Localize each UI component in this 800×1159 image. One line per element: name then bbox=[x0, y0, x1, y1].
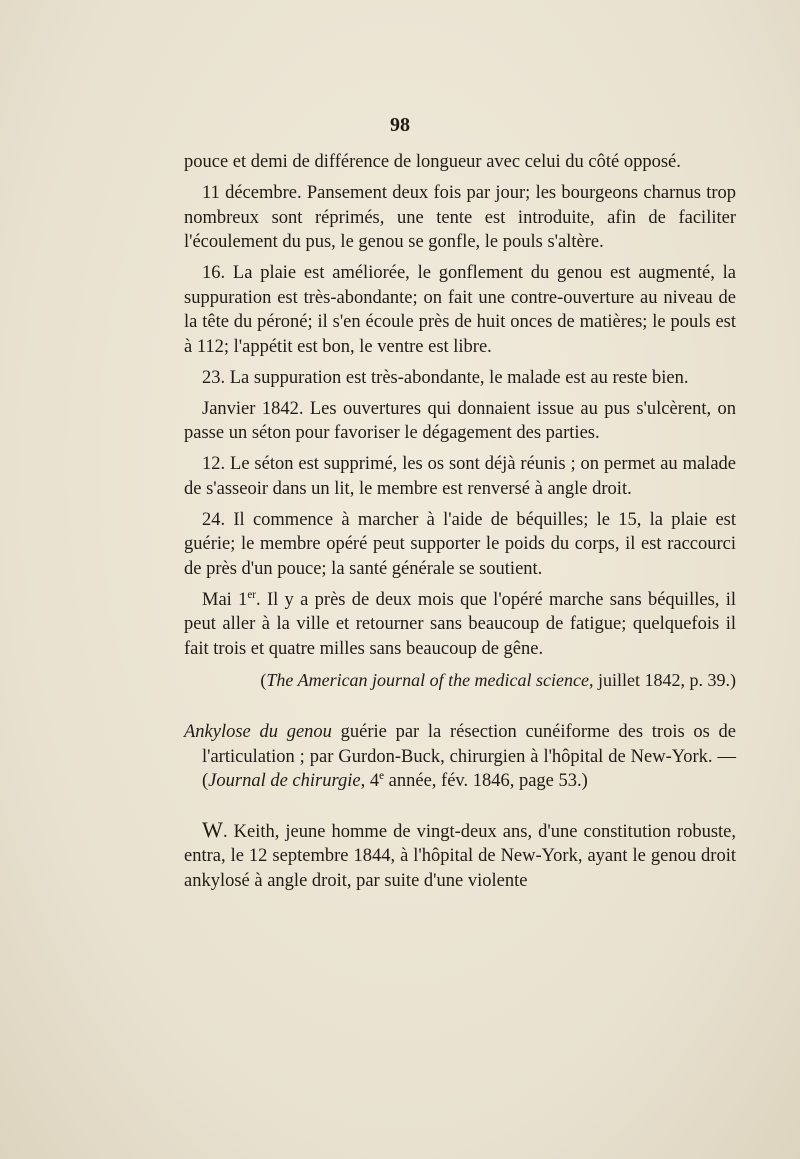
reference-citation bbox=[184, 668, 736, 693]
paragraph-keith bbox=[184, 818, 736, 894]
reference-journal: The American journal of the medical science, bbox=[266, 669, 594, 690]
heading-text-1: guérie par la résection cunéiforme des trois os de l'articulation ; par Gurdon-Buck, chirurgien à l'hôpital de New-York. — ( bbox=[202, 722, 736, 791]
reference-rest: juillet 1842, p. 39.) bbox=[593, 669, 736, 690]
section-heading bbox=[184, 720, 736, 794]
paragraph-jan-24: 24. Il commence à marcher à l'aide de béquilles; le 15, la plaie est guérie; le membre opéré peut supporter le poids du corps, il est raccourci de près d'un pouce; la santé générale se soutient. bbox=[184, 509, 736, 579]
page-number: 98 bbox=[390, 114, 410, 136]
drop-initial: W bbox=[202, 816, 223, 842]
page-text bbox=[184, 150, 736, 900]
may-superscript: er bbox=[247, 588, 256, 601]
reference-open: ( bbox=[260, 669, 267, 690]
paragraph-dec-11: 11 décembre. Pansement deux fois par jour; les bourgeons charnus trop nombreux sont réprimés, une tente est introduite, afin de faciliter l'écoulement du pus, le genou se gonfle, le pouls s'altère. bbox=[184, 183, 736, 252]
may-text: . Il y a près de deux mois que l'opéré marche sans béquilles, il peut aller à la ville et retourner sans beaucoup de fatigue; quelquefois il fait trois et quatre milles sans beaucoup de gêne. bbox=[184, 589, 736, 659]
may-prefix: Mai 1 bbox=[202, 589, 248, 610]
paragraph-dec-16: 16. La plaie est améliorée, le gonflement du genou est augmenté, la suppuration est très-abondante; on fait une contre-ouverture au niveau de la tête du péroné; il s'en écoule près de huit onces de matières; le pouls est à 112; l'appétit est bon, le ventre est libre. bbox=[184, 263, 736, 357]
paragraph-jan-12: 12. Le séton est supprimé, les os sont déjà réunis ; on permet au malade de s'asseoir dans un lit, le membre est renversé à angle droit. bbox=[184, 454, 736, 499]
paragraph-may-1 bbox=[184, 588, 736, 662]
heading-text-3: année, fév. 1846, page 53.) bbox=[384, 771, 588, 791]
paragraph-jan-1842: Janvier 1842. Les ouvertures qui donnaient issue au pus s'ulcèrent, on passe un séton pour favoriser le dégagement des parties. bbox=[184, 398, 736, 443]
heading-journal: Journal de chirurgie bbox=[208, 771, 361, 791]
heading-text-2: , 4 bbox=[360, 771, 380, 791]
paragraph-dec-23: 23. La suppuration est très-abondante, le malade est au reste bien. bbox=[202, 367, 689, 388]
heading-title: Ankylose du genou bbox=[184, 722, 332, 742]
keith-text: . Keith, jeune homme de vingt-deux ans, d'une constitution robuste, entra, le 12 septembre 1844, à l'hôpital de New-York, ayant le genou droit ankylosé à angle droit, par suite d'une violente bbox=[184, 821, 736, 891]
paragraph-continuation: pouce et demi de différence de longueur avec celui du côté opposé. bbox=[184, 152, 681, 172]
heading-superscript: e bbox=[379, 769, 385, 782]
